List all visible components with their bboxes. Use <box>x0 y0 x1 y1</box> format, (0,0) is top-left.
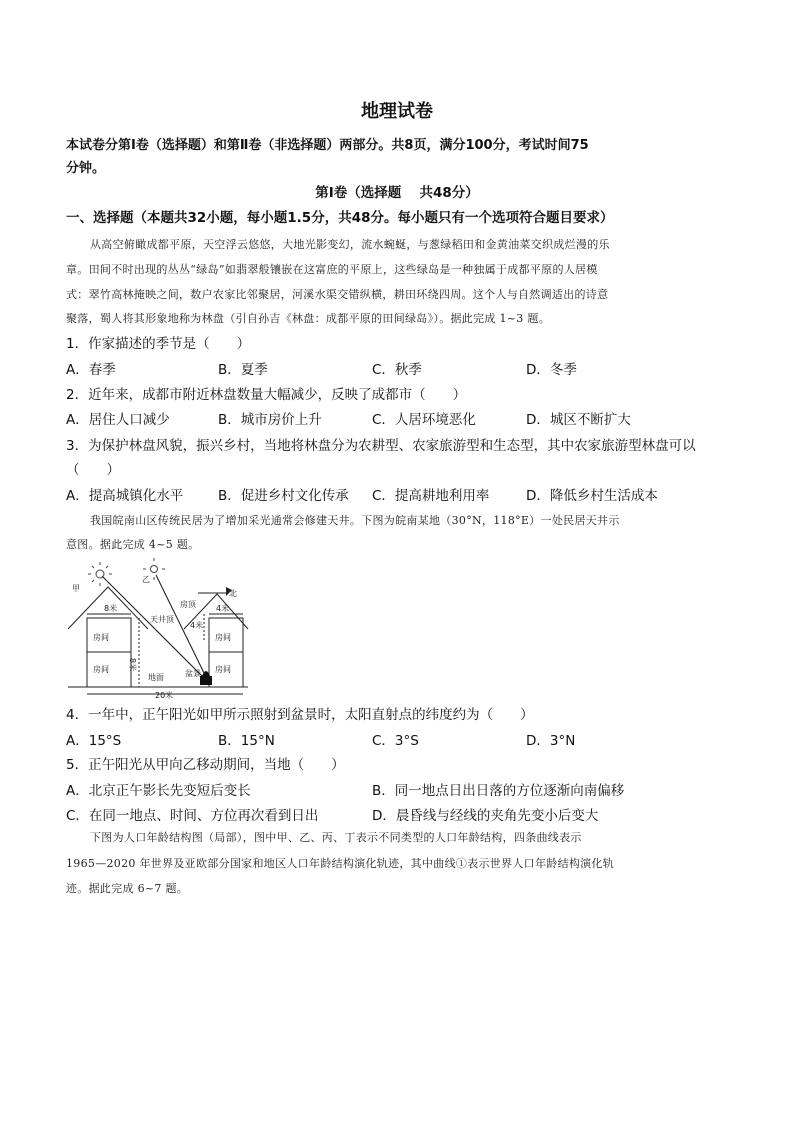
q1-option-c: C．秋季 <box>372 362 422 378</box>
q4-option-c: C．3°S <box>372 733 419 749</box>
q4-option-b: B．15°N <box>218 733 275 749</box>
q2-option-a: A．居住人口减少 <box>66 412 170 428</box>
q5-option-c: C．在同一地点、时间、方位再次看到日出 <box>66 808 319 824</box>
q2-option-d: D．城区不断扩大 <box>526 412 631 428</box>
q2-option-c: C．人居环境恶化 <box>372 412 476 428</box>
passage3-line-1: 下图为人口年龄结构图（局部），图中甲、乙、丙、丁表示不同类型的人口年龄结构，四条曲线表示 <box>90 831 582 844</box>
passage1-line-4: 聚落，蜀人将其形象地称为林盘（引自孙吉《林盘：成都平原的田间绿岛》）。据此完成 1~3 题。 <box>66 312 551 325</box>
q1-option-a: A．春季 <box>66 362 116 378</box>
passage2-line-1: 我国皖南山区传统民居为了增加采光通常会修建天井。下图为皖南某地（30°N，118°E）一处民居天井示 <box>90 514 620 527</box>
q3-option-a: A．提高城镇化水平 <box>66 488 184 504</box>
q1-option-b: B．夏季 <box>218 362 268 378</box>
part1-heading: 一、选择题（本题共32小题，每小题1.5分，共48分。每小题只有一个选项符合题目要求） <box>66 210 614 226</box>
passage1-line-1: 从高空俯瞰成都平原，天空浮云悠悠，大地光影变幻，流水蜿蜒，与葱绿稻田和金黄油菜交织成烂漫的乐 <box>90 238 610 251</box>
q1-option-d: D．冬季 <box>526 362 577 378</box>
total-width-label: 20米 <box>155 691 174 700</box>
width-right-label: 4米 <box>216 604 230 613</box>
question-5-stem: 5．正午阳光从甲向乙移动期间，当地（ ） <box>66 757 345 773</box>
question-2-stem: 2．近年来，成都市附近林盘数量大幅减少，反映了成都市（ ） <box>66 387 467 403</box>
sun-a-icon <box>96 570 104 578</box>
q3-option-c: C．提高耕地利用率 <box>372 488 490 504</box>
passage1-line-3: 式：翠竹高林掩映之间，数户农家比邻聚居，河溪水渠交错纵横，耕田环绕四周。这个人与自然调适出的诗意 <box>66 288 609 301</box>
exam-intro-line-2: 分钟。 <box>66 161 106 176</box>
room-label-3: 房间 <box>215 633 231 642</box>
question-3-stem-line-2: （ ） <box>66 462 120 478</box>
height-mid-label: 4米 <box>190 621 204 630</box>
q4-option-a: A．15°S <box>66 733 122 749</box>
sun-a-label: 甲 <box>72 584 80 593</box>
q5-option-b: B．同一地点日出日落的方位逐渐向南偏移 <box>372 783 625 799</box>
pot-label: 盆景 <box>185 669 201 678</box>
passage1-line-2: 章。田间不时出现的丛丛“绿岛”如翡翠般镶嵌在这富庶的平原上，这些绿岛是一种独属于成都平原的人居模 <box>66 263 598 276</box>
sun-b-icon <box>151 566 158 573</box>
passage3-line-3: 迹。据此完成 6~7 题。 <box>66 882 189 895</box>
sun-ray-a <box>102 576 204 678</box>
skylight-house-figure <box>64 556 264 700</box>
q5-option-a: A．北京正午影长先变短后变长 <box>66 783 251 799</box>
q3-option-d: D．降低乡村生活成本 <box>526 488 658 504</box>
ground-label: 地面 <box>148 673 164 682</box>
north-label: 北 <box>229 589 237 598</box>
room-label-1: 房间 <box>93 633 109 642</box>
room-label-2: 房间 <box>93 665 109 674</box>
question-4-stem: 4．一年中，正午阳光如甲所示照射到盆景时，太阳直射点的纬度约为（ ） <box>66 707 534 723</box>
q2-option-b: B．城市房价上升 <box>218 412 322 428</box>
q5-option-d: D．晨昏线与经线的夹角先变小后变大 <box>372 808 599 824</box>
skylight-label: 天井顶 <box>150 615 174 624</box>
exam-intro-line-1: 本试卷分第Ⅰ卷（选择题）和第Ⅱ卷（非选择题）两部分。共8页，满分100分，考试时间75 <box>66 138 589 153</box>
passage2-line-2: 意图。据此完成 4~5 题。 <box>66 538 200 551</box>
q4-option-d: D．3°N <box>526 733 576 749</box>
width-left-label: 8米 <box>104 604 118 613</box>
sun-b-label: 乙 <box>142 575 150 584</box>
question-3-stem-line-1: 3．为保护林盘风貌，振兴乡村，当地将林盘分为农耕型、农家旅游型和生态型，其中农家旅游型林盘可以 <box>66 438 696 454</box>
room-label-4: 房间 <box>215 665 231 674</box>
section-title: 第Ⅰ卷（选择题 共48分） <box>315 185 479 201</box>
page-title: 地理试卷 <box>361 101 433 122</box>
passage3-line-2: 1965—2020 年世界及亚欧部分国家和地区人口年龄结构演化轨迹，其中曲线①表示世界人口年龄结构演化轨 <box>66 857 615 870</box>
roof-label: 房顶 <box>180 600 196 609</box>
height-left-label: 8米 <box>128 658 137 672</box>
q3-option-b: B．促进乡村文化传承 <box>218 488 349 504</box>
question-1-stem: 1．作家描述的季节是（ ） <box>66 336 251 352</box>
